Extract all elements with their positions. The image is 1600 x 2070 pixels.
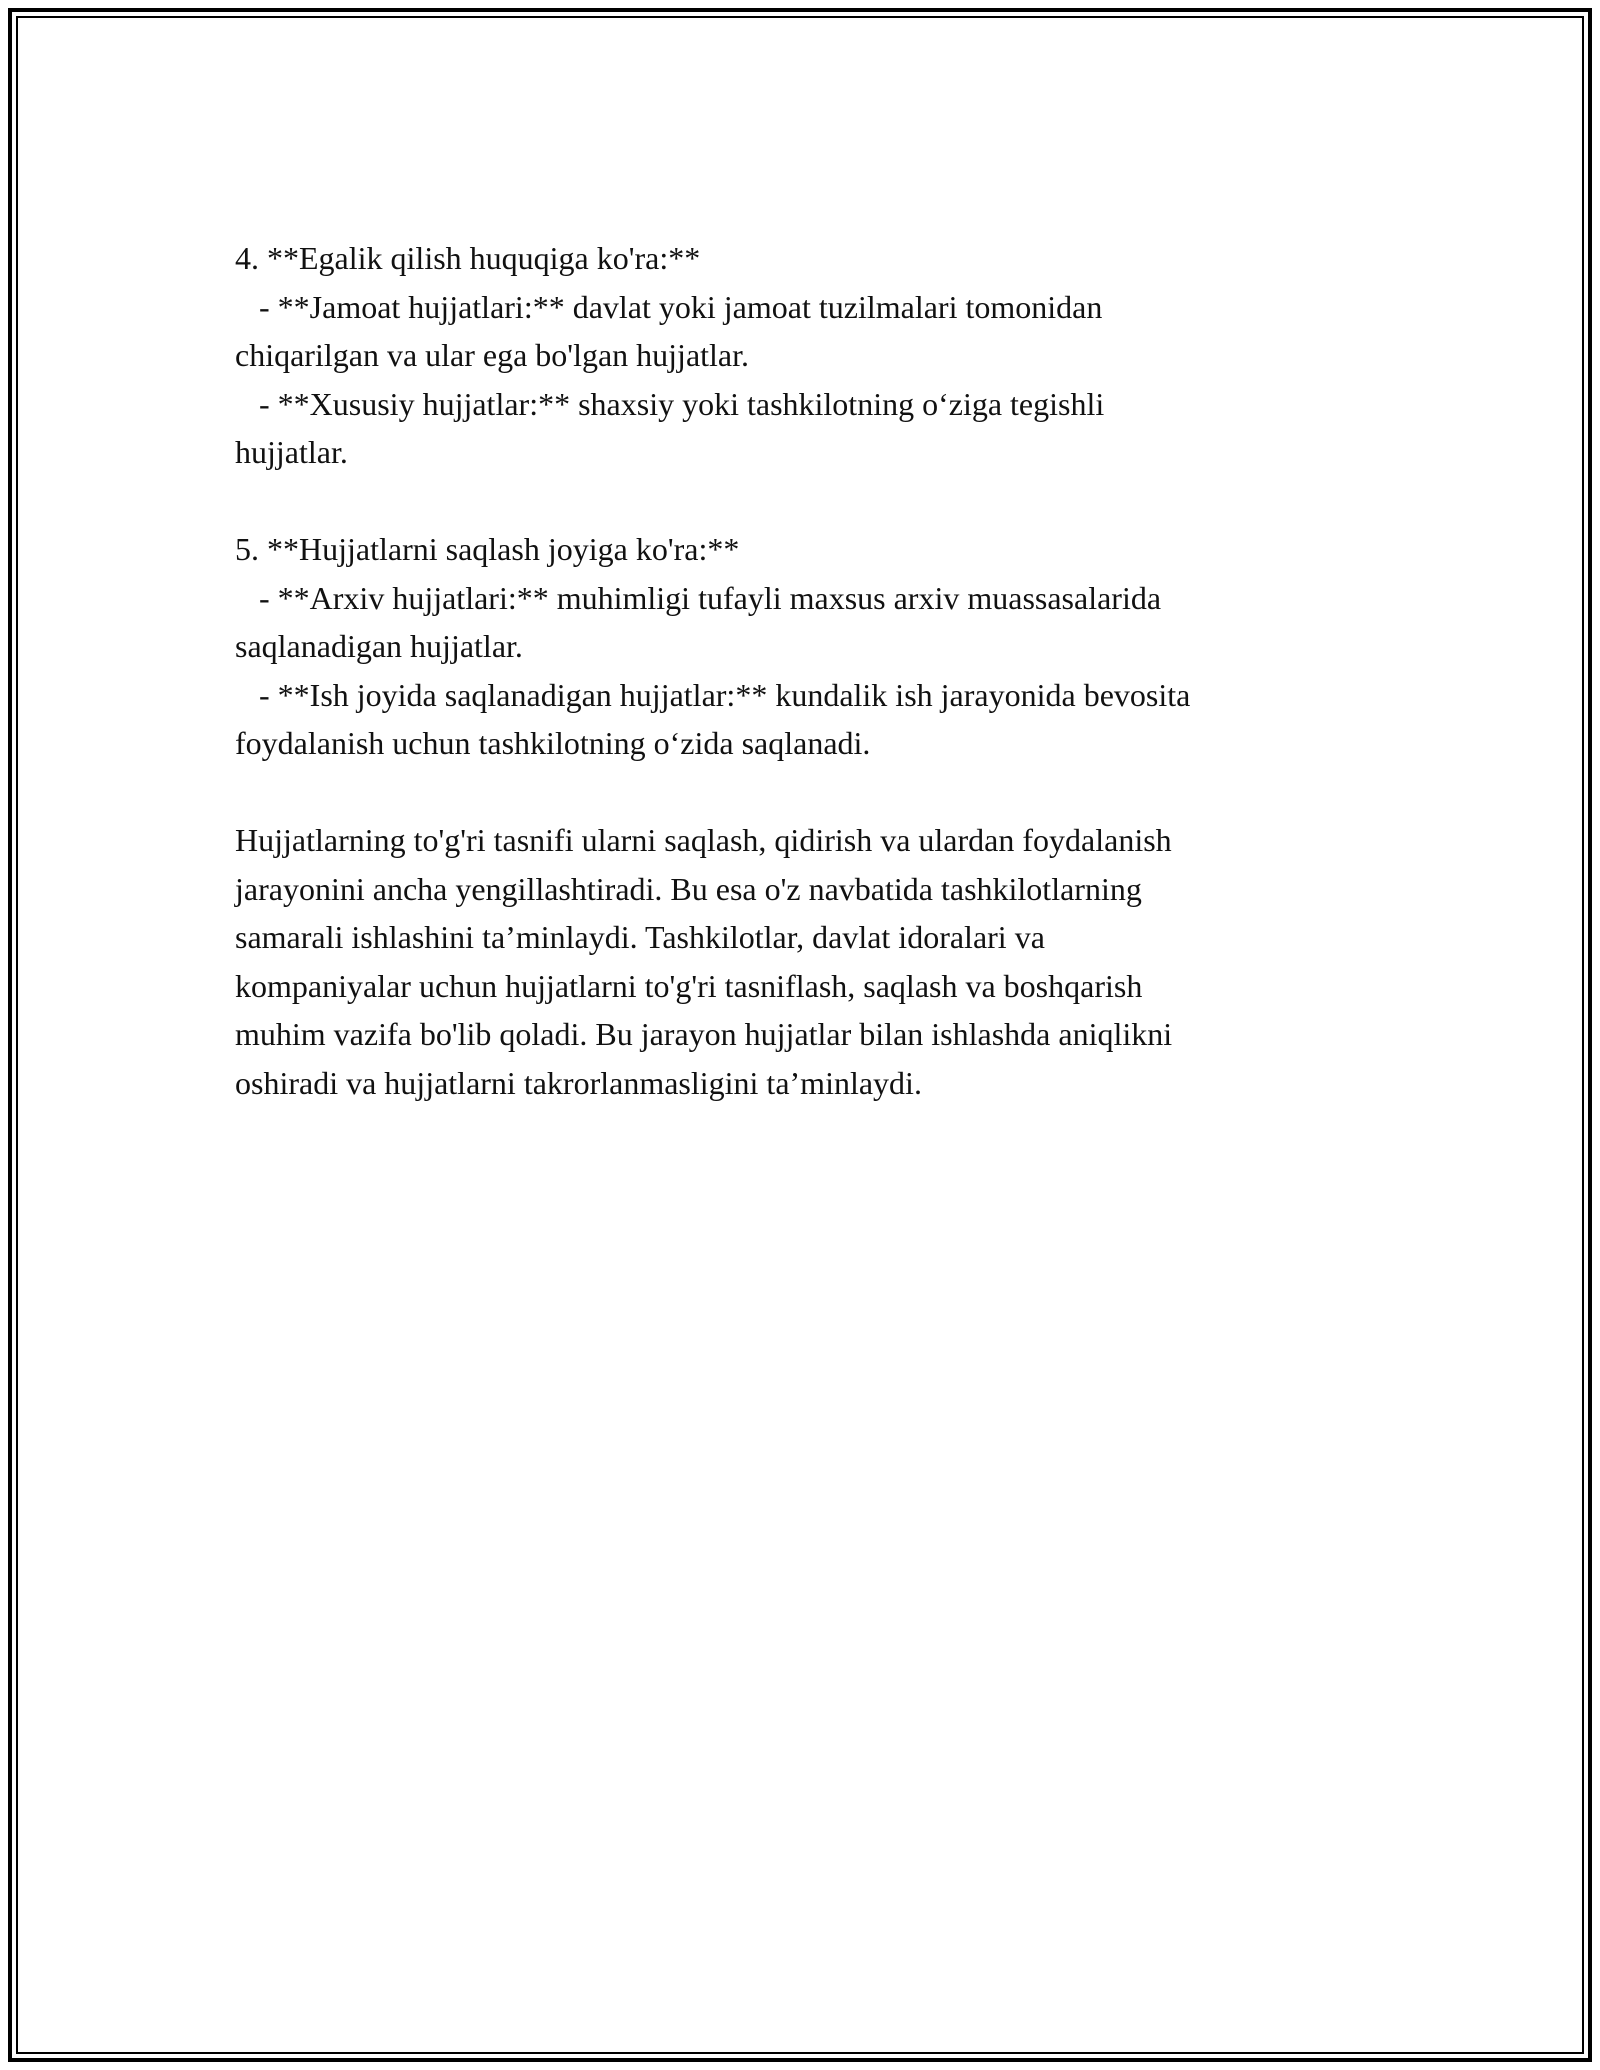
conclusion-paragraph — [235, 816, 1365, 1107]
text-line: saqlanadigan hujjatlar. — [235, 628, 523, 664]
text-line: jarayonini ancha yengillashtiradi. Bu esa o'z navbatida tashkilotlarning — [235, 870, 1142, 907]
text-line: Hujjatlarning to'g'ri tasnifi ularni saqlash, qidirish va ulardan foydalanish — [235, 822, 1172, 858]
document-body — [235, 234, 1365, 1156]
text-line: - **Arxiv hujjatlari:** muhimligi tufayli maxsus arxiv muassasalarida — [235, 579, 1162, 616]
text-line: - **Jamoat hujjatlari:** davlat yoki jamoat tuzilmalari tomonidan — [235, 288, 1103, 325]
text-line: chiqarilgan va ular ega bo'lgan hujjatlar. — [235, 337, 750, 373]
text-line: kompaniyalar uchun hujjatlarni to'g'ri tasniflash, saqlash va boshqarish — [235, 967, 1143, 1004]
section-heading: 5. **Hujjatlarni saqlash joyiga ko'ra:** — [235, 531, 740, 567]
text-line: - **Ish joyida saqlanadigan hujjatlar:** kundalik ish jarayonida bevosita — [235, 676, 1191, 713]
text-line: muhim vazifa bo'lib qoladi. Bu jarayon hujjatlar bilan ishlashda aniqlikni — [235, 1016, 1173, 1052]
text-line: hujjatlar. — [235, 434, 348, 470]
section-storage-location — [235, 525, 1365, 768]
section-ownership — [235, 234, 1365, 477]
text-line: foydalanish uchun tashkilotning o‘zida saqlanadi. — [235, 725, 871, 761]
text-line: oshiradi va hujjatlarni takrorlanmasligini ta’minlaydi. — [235, 1064, 922, 1101]
text-line: - **Xususiy hujjatlar:** shaxsiy yoki tashkilotning o‘ziga tegishli — [235, 385, 1105, 422]
section-heading: 4. **Egalik qilish huquqiga ko'ra:** — [235, 240, 701, 276]
text-line: samarali ishlashini ta’minlaydi. Tashkilotlar, davlat idoralari va — [235, 919, 1045, 955]
